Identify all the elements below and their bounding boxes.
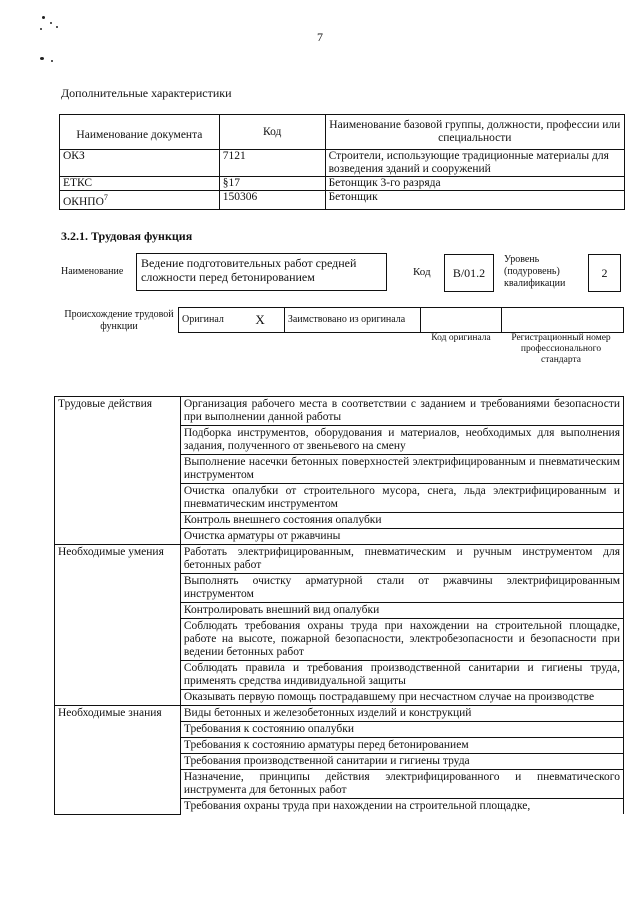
- table-row: [55, 545, 624, 574]
- list-item: Требования охраны труда при нахождении на строительной площадке,: [180, 799, 623, 815]
- row-name: Бетонщик: [325, 191, 624, 210]
- category-knowledge: Необходимые знания: [55, 706, 181, 815]
- list-item: Очистка опалубки от строительного мусора, снега, льда электрифицированным и пневматическим инструментом: [180, 484, 623, 513]
- level-value: 2: [601, 266, 608, 280]
- origin-label: Происхождение трудовой функции: [64, 309, 174, 332]
- characteristics-header-row: [60, 115, 625, 150]
- function-code-box: [444, 254, 494, 292]
- code-original-cell: [420, 308, 502, 333]
- reg-number-cell: [502, 308, 624, 333]
- row-doc: ЕТКС: [60, 177, 220, 191]
- row-doc: ОКНПО: [63, 195, 104, 208]
- list-item: Выполнение насечки бетонных поверхностей электрифицированным и пневматическим инструментом: [180, 455, 623, 484]
- table-row: [60, 177, 625, 191]
- list-item: Работать электрифицированным, пневматическим и ручным инструментом для бетонных работ: [180, 545, 623, 574]
- original-mark: Х: [252, 308, 284, 333]
- category-labor-actions: Трудовые действия: [55, 397, 181, 545]
- section-title: Дополнительные характеристики: [61, 86, 232, 100]
- header-group-name: Наименование базовой группы, должности, профессии или специальности: [325, 115, 624, 150]
- name-label: Наименование: [61, 266, 124, 277]
- table-row: [60, 150, 625, 177]
- list-item: Требования к состоянию арматуры перед бетонированием: [180, 738, 623, 754]
- list-item: Назначение, принципы действия электрифицированного и пневматического инструмента для бетонных работ: [180, 770, 623, 799]
- original-label: Оригинал: [179, 308, 253, 333]
- row-doc: ОКЗ: [60, 150, 220, 177]
- header-code: Код: [219, 115, 325, 150]
- footnote-ref: 7: [103, 193, 108, 202]
- list-item: Выполнять очистку арматурной стали от ржавчины электрифицированным инструментом: [180, 574, 623, 603]
- code-original-caption: Код оригинала: [431, 333, 491, 343]
- row-code: 150306: [219, 191, 325, 210]
- level-label: Уровень (подуровень) квалификации: [504, 254, 566, 289]
- list-item: Контроль внешнего состояния опалубки: [180, 513, 623, 529]
- row-name: Строители, использующие традиционные материалы для возведения зданий и сооружений: [325, 150, 624, 177]
- row-name: Бетонщик 3-го разряда: [325, 177, 624, 191]
- table-row: [55, 706, 624, 722]
- category-skills: Необходимые умения: [55, 545, 181, 706]
- level-box: [588, 254, 621, 292]
- list-item: Соблюдать требования охраны труда при нахождении на строительной площадке, работе на высоте, пожарной безопасности, электробезопасности и безопасности при ведении бетонных работ: [180, 619, 623, 661]
- list-item: Требования к состоянию опалубки: [180, 722, 623, 738]
- list-item: Контролировать внешний вид опалубки: [180, 603, 623, 619]
- code-label: Код: [413, 266, 431, 278]
- list-item: Подборка инструментов, оборудования и материалов, необходимых для выполнения задания, полученного от звеньевого на смену: [180, 426, 623, 455]
- list-item: Оказывать первую помощь пострадавшему при несчастном случае на производстве: [180, 690, 623, 706]
- row-code: 7121: [219, 150, 325, 177]
- function-details-table: [54, 396, 624, 815]
- function-code: В/01.2: [452, 266, 486, 280]
- list-item: Требования производственной санитарии и гигиены труда: [180, 754, 623, 770]
- row-doc-cell: [60, 191, 220, 210]
- list-item: Виды бетонных и железобетонных изделий и конструкций: [180, 706, 623, 722]
- table-row: [60, 191, 625, 210]
- header-document: Наименование документа: [60, 115, 220, 150]
- function-heading: 3.2.1. Трудовая функция: [61, 229, 193, 243]
- function-name: Ведение подготовительных работ средней сложности перед бетонированием: [141, 256, 357, 284]
- origin-table: [178, 307, 624, 333]
- borrowed-label: Заимствовано из оригинала: [284, 308, 420, 333]
- table-row: [55, 397, 624, 426]
- row-code: §17: [219, 177, 325, 191]
- list-item: Соблюдать правила и требования производственной санитарии и гигиены труда, применять средства индивидуальной защиты: [180, 661, 623, 690]
- reg-number-caption: Регистрационный номер профессионального стандарта: [511, 333, 611, 365]
- list-item: Организация рабочего места в соответствии с заданием и требованиями безопасности при выполнении данной работы: [180, 397, 623, 426]
- function-name-box: [136, 253, 387, 291]
- characteristics-table: [59, 114, 625, 210]
- list-item: Очистка арматуры от ржавчины: [180, 529, 623, 545]
- page-number: 7: [317, 30, 323, 44]
